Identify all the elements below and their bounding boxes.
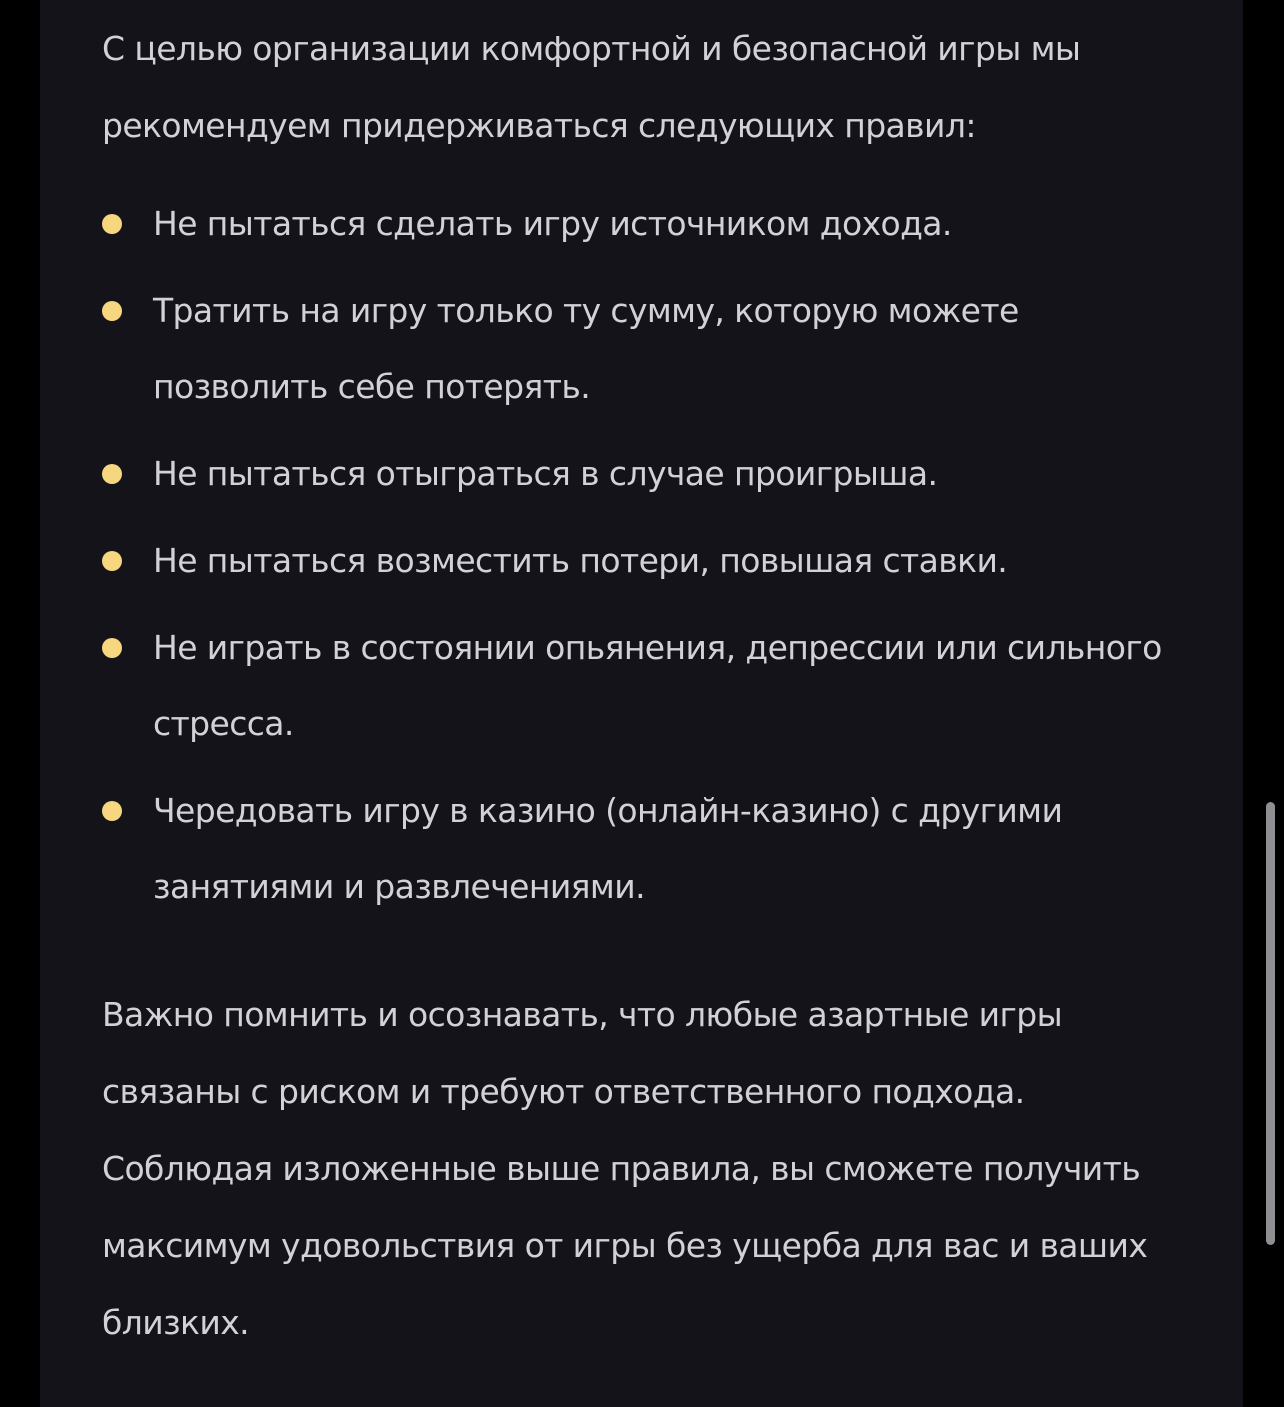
rule-item	[102, 523, 1202, 599]
intro-paragraph: С целью организации комфортной и безопасной игры мы рекомендуем придерживаться следующих правил:	[102, 29, 1081, 145]
rule-item	[102, 273, 1202, 425]
rule-text: Не играть в состоянии опьянения, депрессии или сильного стресса.	[153, 628, 1162, 743]
scrollbar-thumb[interactable]	[1266, 802, 1275, 1245]
rule-item	[102, 610, 1202, 762]
bullet-dot-icon	[102, 638, 122, 658]
rule-text: Чередовать игру в казино (онлайн-казино) с другими занятиями и развлечениями.	[153, 791, 1063, 906]
rule-text: Тратить на игру только ту сумму, которую можете позволить себе потерять.	[153, 291, 1019, 406]
bullet-dot-icon	[102, 464, 122, 484]
rule-item	[102, 773, 1202, 925]
article-content	[102, 10, 1202, 1361]
bullet-dot-icon	[102, 551, 122, 571]
rule-text: Не пытаться сделать игру источником дохода.	[153, 204, 952, 243]
bullet-dot-icon	[102, 214, 122, 234]
rule-item	[102, 186, 1202, 262]
bullet-dot-icon	[102, 301, 122, 321]
rule-text: Не пытаться возместить потери, повышая ставки.	[153, 541, 1008, 580]
rule-text: Не пытаться отыграться в случае проигрыша.	[153, 454, 938, 493]
conclusion-paragraph: Важно помнить и осознавать, что любые азартные игры связаны с риском и требуют ответственного подхода. Соблюдая изложенные выше правила, вы сможете получить максимум удовольствия от игры без ущерба для вас и ваших близких.	[102, 995, 1148, 1342]
bullet-dot-icon	[102, 801, 122, 821]
rules-list	[102, 186, 1202, 925]
rule-item	[102, 436, 1202, 512]
